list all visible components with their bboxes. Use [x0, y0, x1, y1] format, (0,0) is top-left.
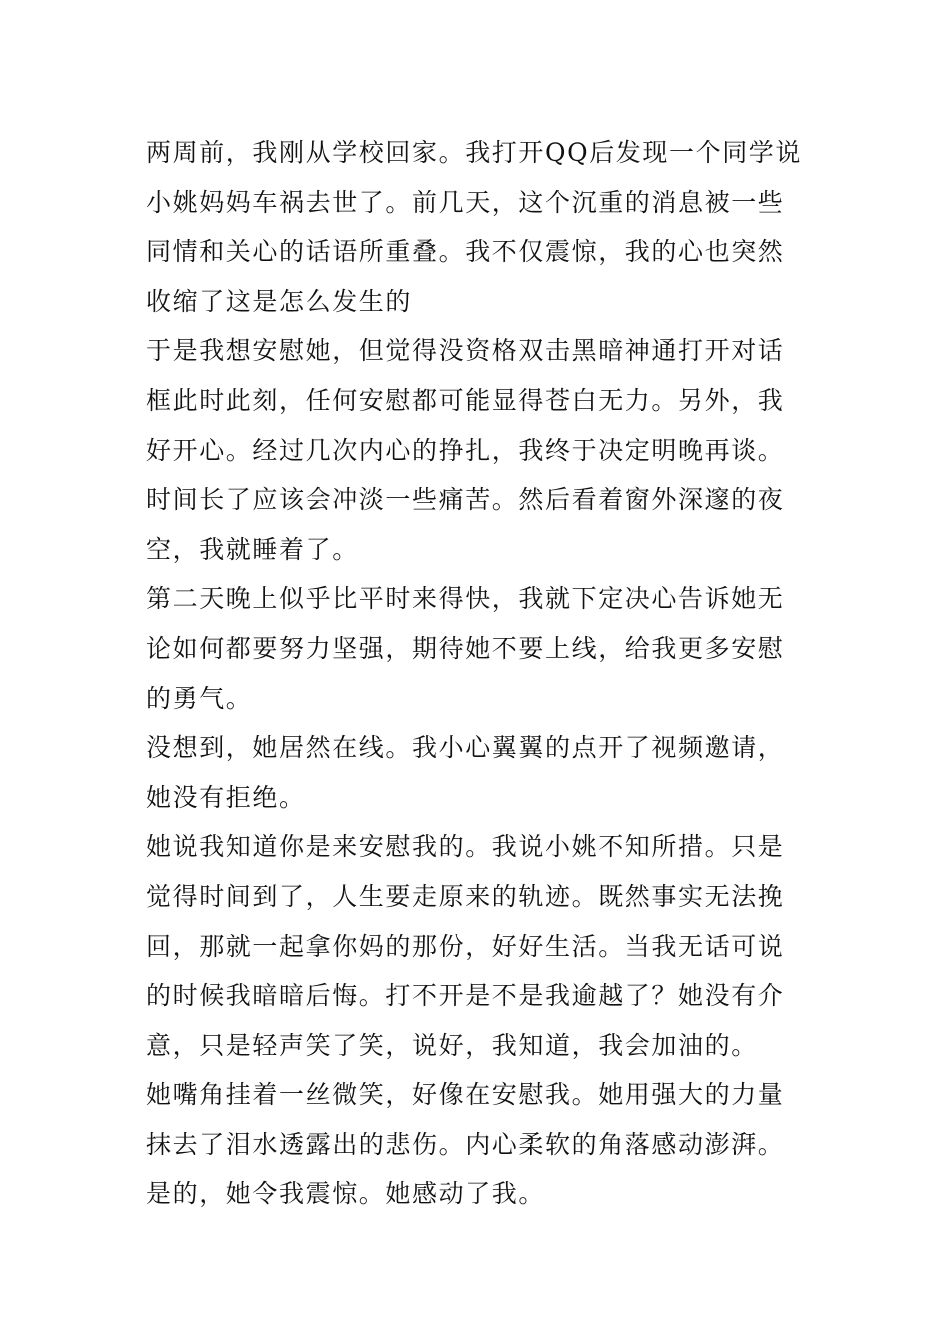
paragraph-1: 两周前，我刚从学校回家。我打开QQ后发现一个同学说小姚妈妈车祸去世了。前几天，这个沉重的消息被一些同情和关心的话语所重叠。我不仅震惊，我的心也突然收缩了这是怎么发生的	[146, 138, 802, 316]
document-body	[146, 128, 810, 1219]
paragraph-3: 第二天晚上似乎比平时来得快，我就下定决心告诉她无论如何都要努力坚强，期待她不要上线，给我更多安慰的勇气。	[146, 584, 785, 713]
paragraph-5: 她说我知道你是来安慰我的。我说小姚不知所措。只是觉得时间到了，人生要走原来的轨迹。既然事实无法挽回，那就一起拿你妈的那份，好好生活。当我无话可说的时候我暗暗后悔。打不开是不是我逾越了？她没有介意，只是轻声笑了笑，说好，我知道，我会加油的。	[146, 832, 785, 1060]
paragraph-7: 是的，她令我震惊。她感动了我。	[146, 1179, 546, 1209]
paragraph-4: 没想到，她居然在线。我小心翼翼的点开了视频邀请，她没有拒绝。	[146, 733, 785, 812]
paragraph-6: 她嘴角挂着一丝微笑，好像在安慰我。她用强大的力量抹去了泪水透露出的悲伤。内心柔软的角落感动澎湃。	[146, 1080, 785, 1159]
paragraph-2: 于是我想安慰她，但觉得没资格双击黑暗神通打开对话框此时此刻，任何安慰都可能显得苍白无力。另外，我好开心。经过几次内心的挣扎，我终于决定明晚再谈。时间长了应该会冲淡一些痛苦。然后看着窗外深邃的夜空，我就睡着了。	[146, 336, 785, 564]
